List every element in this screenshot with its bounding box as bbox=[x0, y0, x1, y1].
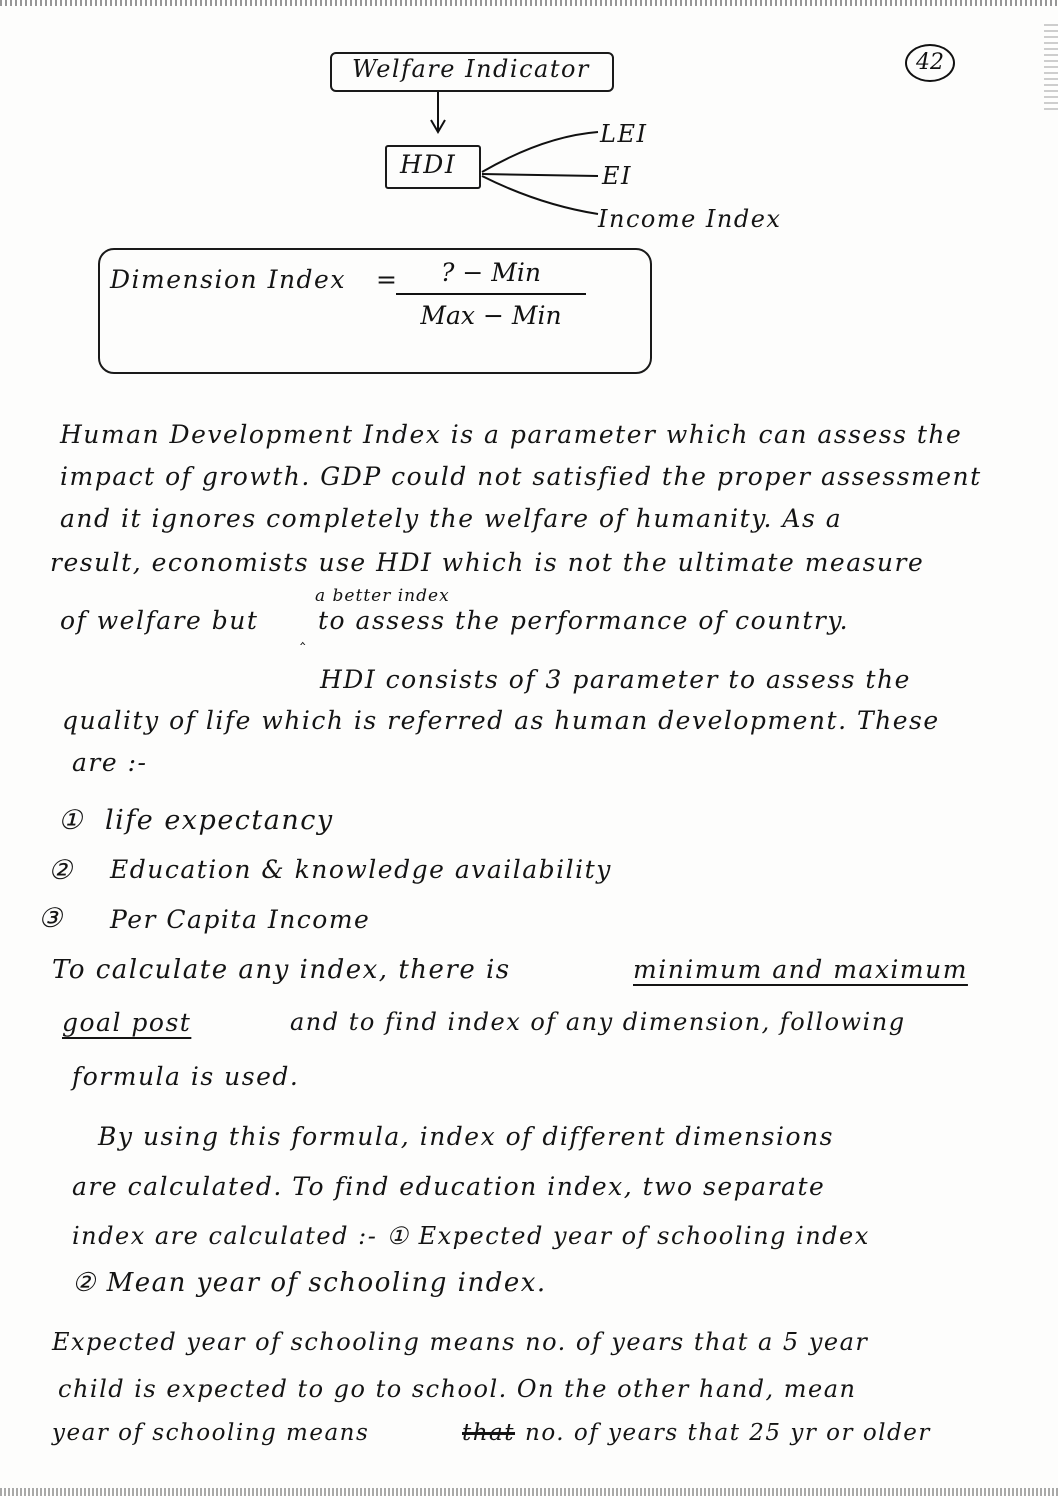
para2-line1: HDI consists of 3 parameter to assess the bbox=[320, 665, 911, 694]
branch-lei bbox=[482, 132, 598, 172]
para2-line2: quality of life which is referred as human development. These bbox=[62, 706, 940, 735]
branch-label-ei: EI bbox=[602, 162, 632, 190]
para4-line3: index are calculated :- ① Expected year of schooling index bbox=[72, 1222, 870, 1250]
branch-label-lei: LEI bbox=[600, 120, 648, 148]
param-1-marker: ① bbox=[58, 805, 84, 836]
para3-line3: formula is used. bbox=[72, 1062, 300, 1091]
para5-line3-end: no. of years that 25 yr or older bbox=[525, 1420, 931, 1446]
para1-line5-end: to assess the performance of country. bbox=[318, 606, 850, 635]
welfare-indicator-label: Welfare Indicator bbox=[352, 55, 590, 83]
para3-line2-end: and to find index of any dimension, following bbox=[290, 1008, 906, 1036]
para4-line1: By using this formula, index of different dimensions bbox=[98, 1122, 834, 1151]
para5-line3-start: year of schooling means bbox=[52, 1420, 370, 1446]
param-1-text: life expectancy bbox=[105, 805, 334, 836]
para3-line1-start: To calculate any index, there is bbox=[52, 955, 511, 985]
param-2-text: Education & knowledge availability bbox=[110, 855, 612, 884]
branch-income bbox=[482, 176, 598, 214]
formula-fraction bbox=[396, 258, 586, 330]
para1-line2: impact of growth. GDP could not satisfied the proper assessment bbox=[60, 462, 982, 491]
formula-label: Dimension Index bbox=[110, 265, 346, 294]
para5-line1: Expected year of schooling means no. of years that a 5 year bbox=[52, 1328, 869, 1356]
para5-struck-word: that bbox=[462, 1420, 516, 1446]
para1-line4: result, economists use HDI which is not the ultimate measure bbox=[50, 548, 925, 577]
para4-line4: ② Mean year of schooling index. bbox=[72, 1268, 547, 1298]
para2-line3: are :- bbox=[72, 748, 148, 777]
para3-line1-underlined: minimum and maximum bbox=[633, 955, 968, 984]
formula-equals: = bbox=[376, 265, 399, 294]
formula-denominator: Max − Min bbox=[420, 301, 562, 330]
insertion-caret: ‸ bbox=[300, 626, 306, 645]
para4-line2: are calculated. To find education index, two separate bbox=[72, 1172, 826, 1201]
branch-ei bbox=[482, 174, 598, 176]
para1-insertion: a better index bbox=[315, 586, 450, 606]
para1-line1: Human Development Index is a parameter which can assess the bbox=[60, 420, 963, 449]
formula-numerator: ? − Min bbox=[396, 258, 586, 295]
page-number: 42 bbox=[905, 44, 955, 82]
param-3-marker: ③ bbox=[38, 903, 64, 934]
para1-line3: and it ignores completely the welfare of humanity. As a bbox=[60, 504, 843, 533]
param-2-marker: ② bbox=[48, 855, 74, 886]
hdi-label: HDI bbox=[400, 150, 457, 179]
branch-label-income-index: Income Index bbox=[598, 205, 782, 233]
para1-line5-start: of welfare but bbox=[60, 606, 259, 635]
param-3-text: Per Capita Income bbox=[110, 905, 371, 934]
para5-line2: child is expected to go to school. On the other hand, mean bbox=[58, 1375, 857, 1403]
scan-edge-bottom bbox=[0, 1488, 1058, 1496]
para3-line2-underlined: goal post bbox=[62, 1008, 192, 1037]
